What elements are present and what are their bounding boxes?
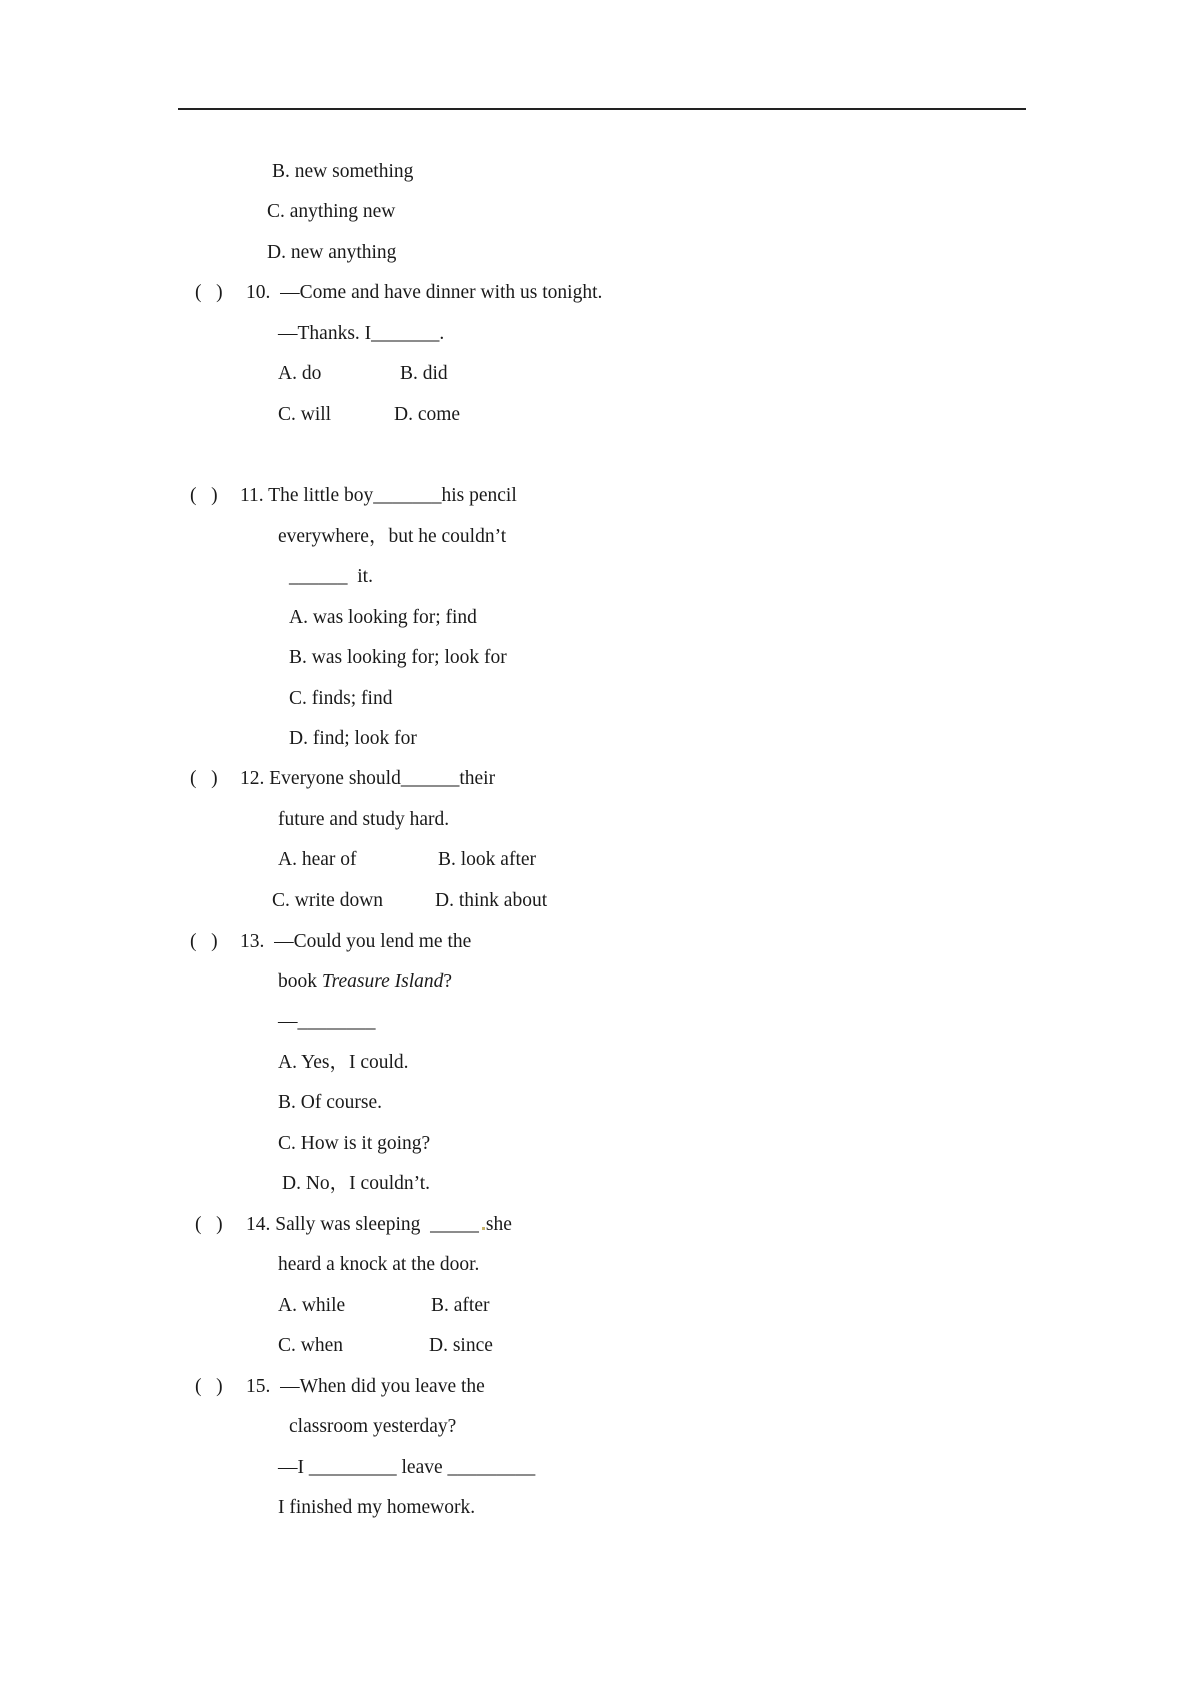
q12-option-c: C. write down [272, 890, 384, 911]
q13-option-b: B. Of course. [278, 1092, 382, 1113]
q14-option-a: A. while [278, 1295, 346, 1316]
q15-stem-line-2: classroom yesterday? [289, 1416, 457, 1437]
q11-option-d: D. find; look for [289, 728, 417, 749]
q13-answer-paren: ( ) [190, 931, 218, 952]
q13-option-a: A. Yes，I could. [278, 1052, 409, 1073]
q13-option-d: D. No，I couldn’t. [282, 1173, 431, 1194]
q15-stem: 15. —When did you leave the [246, 1376, 485, 1397]
q11-stem-line-3: ______ it. [289, 566, 373, 587]
q12-option-a: A. hear of [278, 849, 357, 870]
q11-stem-line-2: everywhere，but he couldn’t [278, 526, 507, 547]
q13-stem: 13. —Could you lend me the [240, 931, 472, 952]
q9-option-d: D. new anything [267, 242, 397, 263]
q14-stem-start: 14. Sally was sleeping _____ [246, 1214, 479, 1235]
header-rule [178, 108, 1026, 110]
q14-answer-paren: ( ) [195, 1214, 223, 1235]
q10-reply: —Thanks. I_______. [278, 323, 445, 344]
q11-option-c: C. finds; find [289, 688, 393, 709]
q14-option-c: C. when [278, 1335, 343, 1356]
q13-book-suffix: ? [443, 971, 453, 992]
q15-answer-paren: ( ) [195, 1376, 223, 1397]
q9-option-b: B. new something [272, 161, 414, 182]
q14-option-d: D. since [429, 1335, 493, 1356]
q12-stem-line-2: future and study hard. [278, 809, 450, 830]
q11-stem: 11. The little boy_______his pencil [240, 485, 517, 506]
q13-book-title: Treasure Island [321, 971, 444, 992]
q14-stem-line-2: heard a knock at the door. [278, 1254, 480, 1275]
q12-option-b: B. look after [438, 849, 537, 870]
q10-option-d: D. come [394, 404, 461, 425]
q15-reply-line-2: I finished my homework. [278, 1497, 476, 1518]
q12-option-d: D. think about [435, 890, 548, 911]
q14-option-b: B. after [431, 1295, 490, 1316]
q10-option-b: B. did [400, 363, 448, 384]
q11-option-a: A. was looking for; find [289, 607, 477, 628]
q13-option-c: C. How is it going? [278, 1133, 431, 1154]
q12-answer-paren: ( ) [190, 768, 218, 789]
q13-stem-line-2 [278, 970, 452, 994]
q15-reply: —I _________ leave _________ [278, 1457, 536, 1478]
q14-stem [246, 1213, 512, 1237]
q10-stem: 10. —Come and have dinner with us tonight. [246, 282, 603, 303]
q11-option-b: B. was looking for; look for [289, 647, 507, 668]
q10-option-a: A. do [278, 363, 322, 384]
q14-stem-end: she [485, 1214, 512, 1235]
q10-answer-paren: ( ) [195, 282, 223, 303]
q12-stem: 12. Everyone should______their [240, 768, 496, 789]
ink-speck [482, 1227, 485, 1230]
q13-reply-blank: —________ [278, 1011, 376, 1032]
q13-book-prefix: book [278, 971, 322, 992]
q11-answer-paren: ( ) [190, 485, 218, 506]
q9-option-c: C. anything new [267, 201, 396, 222]
q10-option-c: C. will [278, 404, 332, 425]
